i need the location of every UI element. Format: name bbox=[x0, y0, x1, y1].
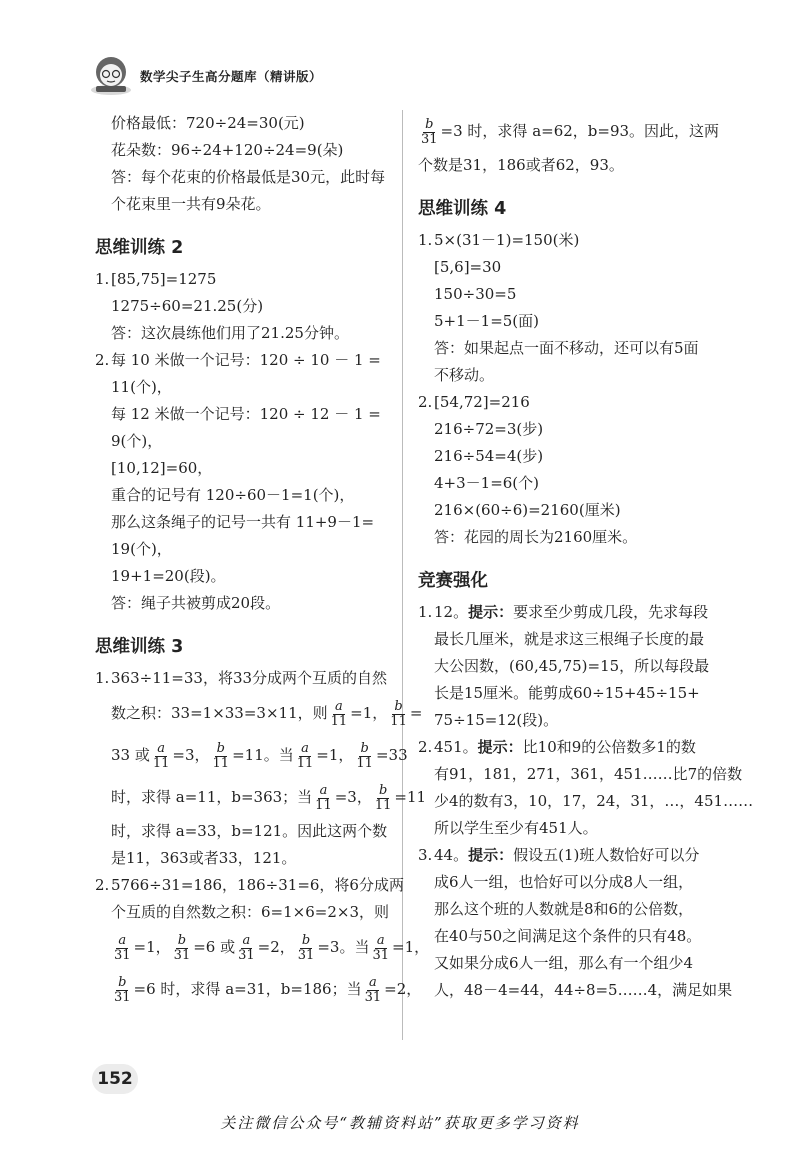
item-number: 1. bbox=[95, 270, 110, 288]
text-line: 75÷15=12(段)。 bbox=[434, 711, 559, 729]
text-line: 每 10 米做一个记号：120 ÷ 10 － 1 = bbox=[111, 351, 381, 369]
text-line: 个花束里一共有9朵花。 bbox=[111, 195, 271, 213]
item-number: 2. bbox=[418, 738, 433, 756]
text-line: 成6人一组，也恰好可以分成8人一组， bbox=[434, 873, 694, 891]
math-line: $\frac{b}{31}$ =3 时，求得 a=62，b=93。因此，这两 bbox=[421, 116, 720, 147]
text-line: 216÷72=3(步) bbox=[434, 420, 544, 438]
fraction: $\frac{a}{11}$ bbox=[296, 740, 314, 771]
right-column: $\frac{b}{31}$ =3 时，求得 a=62，b=93。因此，这两 个数是31，186或者62，93。 思维训练 4 1. 5×(31－1)=150(米) [5,6]=30 150÷30=5 5+1－1=5(面) 答：如果起点一面不移动，还可以有5面 不移动。 2. [54,72]=216 216÷72=3(步) 216÷54=4(步) 4+3－1=6(个) 216×(60÷6)=2160(厘米) 答：花园的周长为2160厘米。 竞赛强化 1. 12。提示：要求至少剪成几段，先求每段 最长几厘米，就是求这三根绳子长度的最 大公因数，(60,45,75)=15，所以每段最 长是15厘米。能剪成60÷15+45÷15+ 75÷15=12(段)。 2. 451。提示：比10和9的公倍数多1的数 有91，181，271，361，451……比7的倍数 少4的数有3，10，17，24，31，…，451…… 所以学生至少有451人。 3. 44。提示：假设五(1)班人数恰好可以分 成6人一组，也恰好可以分成8人一组， 那么这个班的人数就是8和6的公倍数， 在40与50之间满足这个条件的只有48。 又如果分成6人一组，那么有一个组少4 人，48－4=44，44÷8=5……4，满足如果 bbox=[418, 110, 718, 1004]
text-line: 是11，363或者33，121。 bbox=[111, 849, 297, 867]
text-line: 花朵数：96÷24+120÷24=9(朵) bbox=[111, 141, 344, 159]
text-line: 答：每个花束的价格最低是30元，此时每 bbox=[111, 168, 386, 186]
text-line: 答：如果起点一面不移动，还可以有5面 bbox=[434, 339, 699, 357]
item-number: 1. bbox=[418, 603, 433, 621]
fraction: $\frac{b}{11}$ bbox=[212, 740, 230, 771]
text-line: 有91，181，271，361，451……比7的倍数 bbox=[434, 765, 743, 783]
section-heading: 思维训练 2 bbox=[95, 238, 184, 258]
text-line: 不移动。 bbox=[434, 366, 495, 384]
item-number: 2. bbox=[418, 393, 433, 411]
item-number: 1. bbox=[95, 669, 110, 687]
hint-label: 提示： bbox=[477, 738, 523, 756]
text-line: 又如果分成6人一组，那么有一个组少4 bbox=[434, 954, 694, 972]
text-line: 个互质的自然数之积：6=1×6=2×3，则 bbox=[111, 903, 389, 921]
text-line: 216×(60÷6)=2160(厘米) bbox=[434, 501, 621, 519]
text-line: 11(个)， bbox=[111, 378, 172, 396]
text-line: [10,12]=60， bbox=[111, 459, 213, 477]
text-line: 时，求得 a=33，b=121。因此这两个数 bbox=[111, 822, 388, 840]
footer-note: 关注微信公众号“教辅资料站”获取更多学习资料 bbox=[220, 1114, 580, 1132]
fraction: $\frac{a}{11}$ bbox=[330, 698, 348, 729]
text-line: 1275÷60=21.25(分) bbox=[111, 297, 264, 315]
item-number: 2. bbox=[95, 876, 110, 894]
section-heading: 竞赛强化 bbox=[418, 571, 488, 591]
text-line: 人，48－4=44，44÷8=5……4，满足如果 bbox=[434, 981, 733, 999]
fraction: $\frac{b}{11}$ bbox=[356, 740, 373, 771]
fraction: $\frac{b}{31}$ bbox=[421, 116, 438, 147]
text-line: 在40与50之间满足这个条件的只有48。 bbox=[434, 927, 702, 945]
text-line: 价格最低：720÷24=30(元) bbox=[111, 114, 305, 132]
fraction: $\frac{b}{31}$ bbox=[173, 932, 191, 963]
text-line: 216÷54=4(步) bbox=[434, 447, 544, 465]
text-line: 最长几厘米，就是求这三根绳子长度的最 bbox=[434, 630, 705, 648]
text-line: 150÷30=5 bbox=[434, 285, 517, 303]
text-line: 19+1=20(段)。 bbox=[111, 567, 226, 585]
text-line: 19(个)， bbox=[111, 540, 172, 558]
item-number: 1. bbox=[418, 231, 433, 249]
fraction: $\frac{a}{31}$ bbox=[238, 932, 255, 963]
fraction: $\frac{a}{31}$ bbox=[372, 932, 389, 963]
left-column bbox=[95, 110, 430, 1010]
math-line: $\frac{a}{31}$ =1， $\frac{b}{31}$ =6 或 $\frac{a}{31}$ =2， $\frac{b}{31}$ =3。当 $\frac{a}{31}$ =1， bbox=[114, 932, 430, 963]
text-line: 363÷11=33，将33分成两个互质的自然 bbox=[111, 669, 388, 687]
math-line: 时，求得 a=11，b=363；当 $\frac{a}{11}$ =3， $\frac{b}{11}$ =11 bbox=[111, 782, 427, 813]
text-line: 每 12 米做一个记号：120 ÷ 12 － 1 = bbox=[111, 405, 381, 423]
math-line: 33 或 $\frac{a}{11}$ =3， $\frac{b}{11}$ =11。当 $\frac{a}{11}$ =1， $\frac{b}{11}$ =33 bbox=[111, 740, 408, 771]
hint-label: 提示： bbox=[468, 603, 514, 621]
fraction: $\frac{b}{11}$ bbox=[390, 698, 407, 729]
fraction: $\frac{b}{31}$ bbox=[297, 932, 315, 963]
text-line: 答：这次晨练他们用了21.25分钟。 bbox=[111, 324, 349, 342]
item-number: 2. bbox=[95, 351, 110, 369]
text-line: 个数是31，186或者62，93。 bbox=[418, 156, 624, 174]
page-number: 152 bbox=[92, 1064, 138, 1094]
item-number: 3. bbox=[418, 846, 433, 864]
text-line: 大公因数，(60,45,75)=15，所以每段最 bbox=[434, 657, 710, 675]
text-line: 重合的记号有 120÷60－1=1(个)， bbox=[111, 486, 355, 504]
math-line: 数之积：33=1×33=3×11，则 $\frac{a}{11}$ =1， $\frac{b}{11}$ = bbox=[111, 698, 423, 729]
text-line: 5+1－1=5(面) bbox=[434, 312, 540, 330]
text-line: 5766÷31=186，186÷31=6，将6分成两 bbox=[111, 876, 404, 894]
text-line: 长是15厘米。能剪成60÷15+45÷15+ bbox=[434, 684, 700, 702]
text-line: 9(个)， bbox=[111, 432, 163, 450]
text-line: 5×(31－1)=150(米) bbox=[434, 231, 580, 249]
math-line: $\frac{b}{31}$ =6 时，求得 a=31，b=186；当 $\frac{a}{31}$ =2， bbox=[114, 974, 422, 1005]
fraction: $\frac{a}{31}$ bbox=[114, 932, 131, 963]
text-line: 少4的数有3，10，17，24，31，…，451…… bbox=[434, 792, 754, 810]
text-line: 答：花园的周长为2160厘米。 bbox=[434, 528, 638, 546]
text-line: [54,72]=216 bbox=[434, 393, 530, 411]
header-title: 数学尖子生高分题库（精讲版） bbox=[140, 69, 323, 84]
text-line: 所以学生至少有451人。 bbox=[434, 819, 598, 837]
text-line: 那么这个班的人数就是8和6的公倍数， bbox=[434, 900, 694, 918]
page-header bbox=[88, 50, 588, 100]
section-heading: 思维训练 4 bbox=[418, 199, 507, 219]
fraction: $\frac{a}{11}$ bbox=[152, 740, 170, 771]
text-line: 4+3－1=6(个) bbox=[434, 474, 540, 492]
section-heading: 思维训练 3 bbox=[95, 637, 184, 657]
text-line: [5,6]=30 bbox=[434, 258, 502, 276]
fraction: $\frac{a}{11}$ bbox=[315, 782, 332, 813]
fraction: $\frac{b}{31}$ bbox=[114, 974, 131, 1005]
text-line: 那么这条绳子的记号一共有 11+9－1= bbox=[111, 513, 375, 531]
column-divider bbox=[402, 110, 403, 1040]
fraction: $\frac{b}{11}$ bbox=[374, 782, 392, 813]
text-line: 答：绳子共被剪成20段。 bbox=[111, 594, 281, 612]
text-line: [85,75]=1275 bbox=[111, 270, 217, 288]
hint-label: 提示： bbox=[468, 846, 514, 864]
mascot-logo-icon bbox=[88, 50, 134, 96]
fraction: $\frac{a}{31}$ bbox=[364, 974, 382, 1005]
